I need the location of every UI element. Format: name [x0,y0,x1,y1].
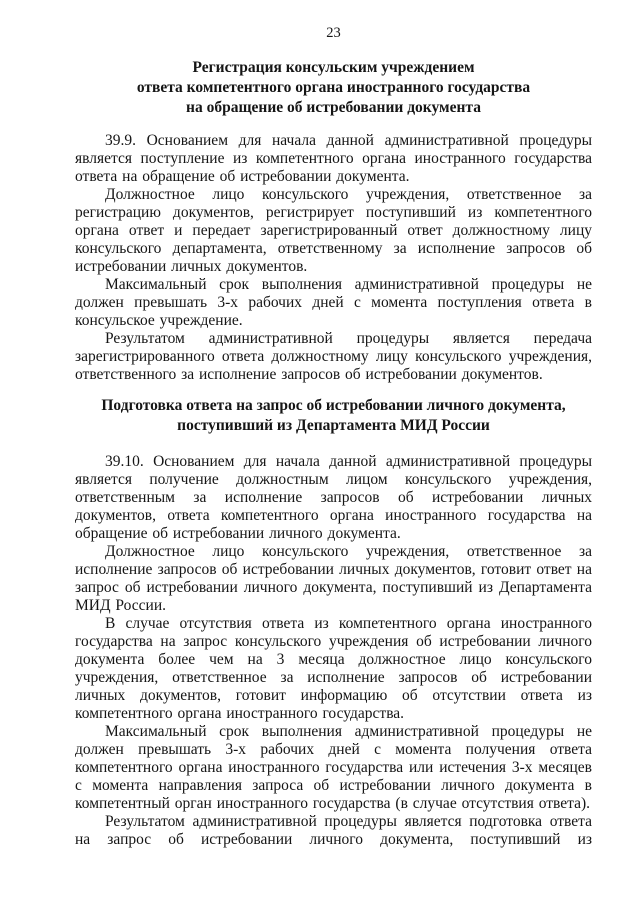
paragraph-official-prepares: Должностное лицо консульского учреждения, ответственное за исполнение запросов об истребовании личных документов, готовит ответ на запрос об истребовании личного документа, поступивший из Департамента МИД России. [75,543,592,614]
page-number: 23 [326,25,341,41]
paragraph-39-9: 39.9. Основанием для начала данной административной процедуры является поступление из компетентного органа иностранного государства ответа на обращение об истребовании документа. [75,132,592,185]
heading-line: Подготовка ответа на запрос об истребовании личного документа, [101,397,566,414]
section-heading-preparation [75,396,592,436]
paragraph-result-registration: Результатом административной процедуры является передача зарегистрированного ответа должностному лицу консульского учреждения, ответственного за исполнение запросов об истребовании документов. [75,330,592,383]
section-heading-registration [75,58,592,118]
paragraph-max-term-preparation: Максимальный срок выполнения административной процедуры не должен превышать 3-х рабочих дней с момента получения ответа компетентного органа иностранного государства или истечения 3-х месяцев с момента направления запроса об истребовании личного документа в компетентный орган иностранного государства (в случае отсутствия ответа). [75,723,592,812]
heading-line: Регистрация консульским учреждением [192,59,475,76]
paragraph-result-preparation-truncated: Результатом административной процедуры является подготовка ответа на запрос об истребовании личного документа, поступивший из [75,813,592,848]
paragraph-no-answer-case: В случае отсутствия ответа из компетентного органа иностранного государства на запрос консульского учреждения об истребовании личного документа более чем на 3 месяца должностное лицо консульского учреждения, ответственное за исполнение запросов об истребовании личных документов, готовит информацию об отсутствии ответа из компетентного органа иностранного государства. [75,615,592,722]
heading-line: ответа компетентного органа иностранного государства [136,79,531,96]
paragraph-39-10: 39.10. Основанием для начала данной административной процедуры является получение должностным лицом консульского учреждения, ответственным за исполнение запросов об истребовании личных документов, ответа компетентного органа иностранного государства на обращение об истребовании личного документа. [75,453,592,542]
paragraph-official-registers: Должностное лицо консульского учреждения, ответственное за регистрацию документов, регистрирует поступивший из компетентного органа ответ и передает зарегистрированный ответ должностному лицу консульского департамента, ответственному за исполнение запросов об истребовании личных документов. [75,186,592,275]
paragraph-max-term-registration: Максимальный срок выполнения административной процедуры не должен превышать 3-х рабочих дней с момента поступления ответа в консульское учреждение. [75,276,592,329]
heading-line: на обращение об истребовании документа [186,99,481,116]
heading-line: поступивший из Департамента МИД России [177,417,490,434]
